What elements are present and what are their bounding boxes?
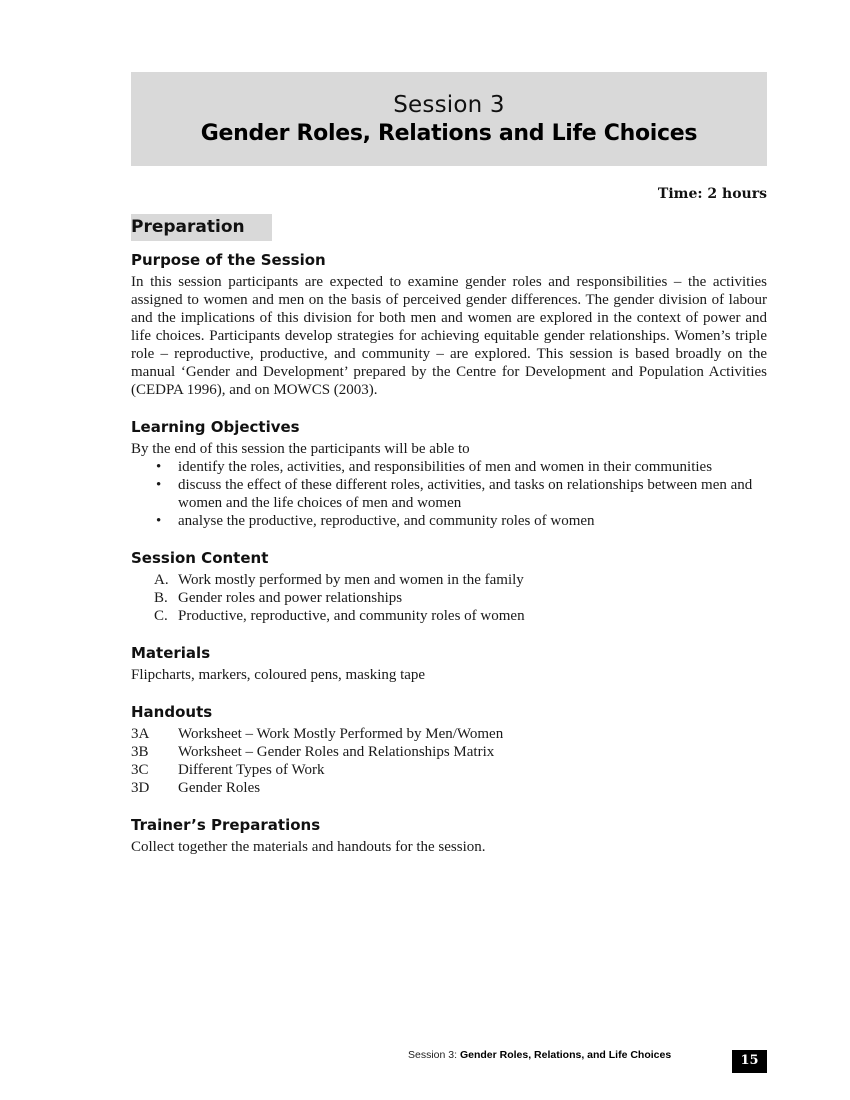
bullet-icon: • [156, 459, 162, 475]
bullet-icon: • [156, 477, 162, 493]
objectives-heading: Learning Objectives [131, 418, 300, 436]
footer-prefix: Session 3: [408, 1049, 460, 1061]
list-item: 3A Worksheet – Work Mostly Performed by Men/Women [131, 726, 504, 742]
page-number: 15 [732, 1050, 767, 1073]
list-item: 3D Gender Roles [131, 780, 261, 796]
session-number: Session 3 [393, 92, 505, 118]
footer-title: Gender Roles, Relations, and Life Choices [459, 1049, 672, 1061]
objectives-intro: By the end of this session the participants will be able to [131, 441, 470, 457]
trainers-preparations-section [131, 815, 767, 856]
purpose-text: In this session participants are expected to examine gender roles and responsibilities – the activities assigned to women and men on the basis of perceived gender differences. The gender division of labour and the implications of this division for both men and women are explored in the context of power and life choices. Participants develop strategies for achieving equitable gender relationships. Women’s triple role – reproductive, productive, and community – are explored. This session is based broadly on the manual ‘Gender and Development’ prepared by the Centre for Development and Population Activities (CEDPA 1996), and on MOWCS (2003). [131, 274, 767, 398]
trainers-preparations-heading: Trainer’s Preparations [131, 816, 321, 834]
session-content-list [131, 571, 767, 625]
objectives-list [131, 458, 767, 530]
bullet-icon: • [156, 513, 162, 529]
purpose-heading: Purpose of the Session [131, 251, 326, 269]
page-content [131, 250, 767, 874]
session-content-heading: Session Content [131, 549, 269, 567]
list-item: 3B Worksheet – Gender Roles and Relationships Matrix [131, 744, 495, 760]
list-item: B. Gender roles and power relationships [154, 590, 403, 606]
preparation-banner [131, 214, 272, 241]
list-item: A. Work mostly performed by men and women in the family [154, 572, 524, 588]
handouts-list [131, 725, 767, 797]
materials-heading: Materials [131, 644, 211, 662]
session-content-section [131, 548, 767, 625]
list-item: C. Productive, reproductive, and community roles of women [154, 608, 525, 624]
materials-text: Flipcharts, markers, coloured pens, masking tape [131, 667, 426, 683]
list-item: • discuss the effect of these different roles, activities, and tasks on relationships between men and women and the life choices of men and women [156, 477, 753, 511]
list-item: • analyse the productive, reproductive, and community roles of women [156, 513, 595, 529]
materials-section [131, 643, 767, 684]
running-footer [408, 1049, 671, 1061]
handouts-section [131, 702, 767, 797]
trainers-preparations-text: Collect together the materials and handouts for the session. [131, 839, 486, 855]
objectives-section [131, 417, 767, 530]
list-item: 3C Different Types of Work [131, 762, 325, 778]
preparation-heading: Preparation [131, 217, 245, 237]
handouts-heading: Handouts [131, 703, 213, 721]
purpose-section [131, 250, 767, 399]
session-title-banner [131, 72, 767, 166]
list-item: • identify the roles, activities, and responsibilities of men and women in their communities [156, 459, 713, 475]
session-duration: Time: 2 hours [657, 186, 767, 202]
session-title: Gender Roles, Relations and Life Choices [200, 121, 698, 146]
